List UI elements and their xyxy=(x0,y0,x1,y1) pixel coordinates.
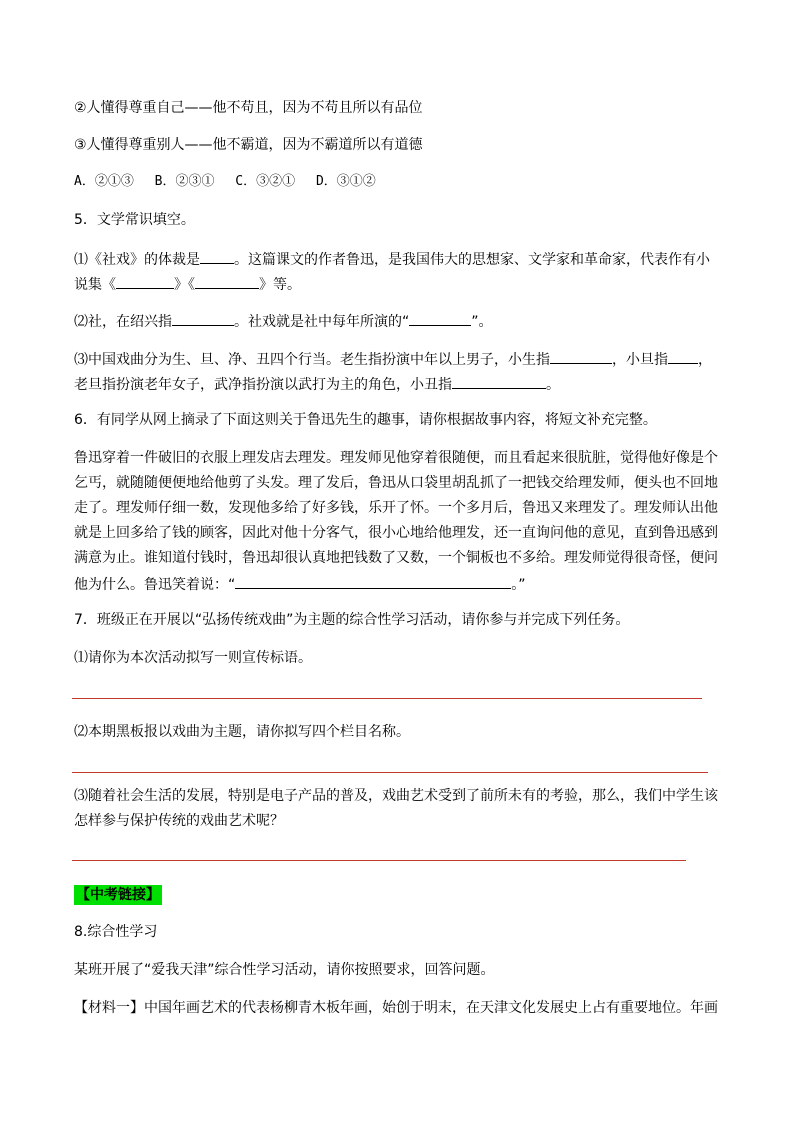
q6-last-text-b: 。” xyxy=(511,577,526,593)
blank-xiaodan[interactable] xyxy=(668,348,698,364)
q5-part2 xyxy=(74,310,734,332)
q6-story-line-2: 乞丐，就随随便便地给他剪了头发。理了发后，鲁迅从口袋里胡乱抓了一把钱交给理发师，便头也不回地 xyxy=(74,475,718,491)
blank-xiaochou[interactable] xyxy=(452,373,546,389)
q7-part3-line1: ⑶随着社会生活的发展，特别是电子产品的普及，戏曲艺术受到了前所未有的考验，那么，我们中学生该 xyxy=(74,788,718,804)
q7-part3-line2: 怎样参与保护传统的戏曲艺术呢？ xyxy=(74,813,284,829)
exam-link-row xyxy=(74,885,734,905)
q6-last-text-a: 他为什么。鲁迅笑着说：“ xyxy=(74,577,236,593)
q5-p3-text-d: 老旦指扮演老年女子，武净指扮演以武打为主的角色，小丑指 xyxy=(74,377,452,393)
blank-collection-1[interactable] xyxy=(116,273,174,289)
answer-line-slogan[interactable] xyxy=(72,698,702,699)
q4-item-3: ③人懂得尊重别人——他不霸道，因为不霸道所以有道德 xyxy=(74,137,423,153)
material-1-text: 中国年画艺术的代表杨柳青木板年画，始创于明末，在天津文化发展史上占有重要地位。年画 xyxy=(144,1000,718,1016)
answer-line-column-names[interactable] xyxy=(72,772,708,773)
answer-line-protect-opera[interactable] xyxy=(72,860,686,861)
blank-xiaosheng[interactable] xyxy=(550,348,612,364)
q5-p2-text-c: ”。 xyxy=(471,314,493,330)
q5-p2-text-b: 。社戏就是社中每年所演的“ xyxy=(234,314,410,330)
q4-options: A．②①③ B．②③① C．③②① D．③①② xyxy=(74,174,376,189)
q6-story-line-4: 就是上回多给了钱的顾客，因此对他十分客气，很小心地给他理发，还一直询问他的意见，直到鲁迅感到 xyxy=(74,525,718,541)
q5-p1-text-a: ⑴《社戏》的体裁是 xyxy=(74,252,200,268)
q6-story-line-3: 走了。理发师仔细一数，发现他多给了好多钱，乐开了怀。一个多月后，鲁迅又来理发了。理发师认出他 xyxy=(74,500,718,516)
blank-genre[interactable] xyxy=(200,248,234,264)
material-1 xyxy=(74,998,734,1018)
q5-part1-line2 xyxy=(74,273,734,295)
q6-story-line-6 xyxy=(74,573,734,595)
q5-p3-text-b: ，小旦指 xyxy=(612,352,668,368)
blank-collection-2[interactable] xyxy=(195,273,259,289)
q5-part3-line2 xyxy=(74,373,734,395)
q5-p1-text-e: 》等。 xyxy=(259,277,301,293)
q8-intro: 某班开展了“爱我天津”综合性学习活动，请你按照要求，回答问题。 xyxy=(74,962,495,978)
q5-p1-text-b: 。这篇课文的作者鲁迅，是我国伟大的思想家、文学家和革命家，代表作有小 xyxy=(234,252,710,268)
blank-she-drama[interactable] xyxy=(409,310,471,326)
q6-story-line-1: 鲁迅穿着一件破旧的衣服上理发店去理发。理发师见他穿着很随便，而且看起来很肮脏，觉得他好像是个 xyxy=(74,450,718,466)
q5-p3-text-a: ⑶中国戏曲分为生、旦、净、丑四个行当。老生指扮演中年以上男子，小生指 xyxy=(74,352,550,368)
q5-p3-text-e: 。 xyxy=(546,377,560,393)
blank-lu-xun-reply[interactable] xyxy=(235,573,511,589)
blank-she-meaning[interactable] xyxy=(172,310,234,326)
exam-link-tag: 【中考链接】 xyxy=(76,887,160,903)
q7-part1: ⑴请你为本次活动拟写一则宣传标语。 xyxy=(74,650,312,666)
q5-p2-text-a: ⑵社，在绍兴指 xyxy=(74,314,172,330)
q5-p1-text-c: 说集《 xyxy=(74,277,116,293)
q5-part1-line1 xyxy=(74,248,734,270)
q5-part3-line1 xyxy=(74,348,734,370)
q5-p3-text-c: ， xyxy=(698,352,712,368)
q7-title: 7．班级正在开展以“弘扬传统戏曲”为主题的综合性学习活动，请你参与并完成下列任务。 xyxy=(74,612,630,628)
material-1-label: 【材料一】 xyxy=(74,1000,144,1016)
q7-part2: ⑵本期黑板报以戏曲为主题，请你拟写四个栏目名称。 xyxy=(74,724,410,740)
q4-item-2: ②人懂得尊重自己——他不苟且，因为不苟且所以有品位 xyxy=(74,100,423,116)
q6-story-line-5: 满意为止。谁知道付钱时，鲁迅却很认真地把钱数了又数，一个铜板也不多给。理发师觉得很奇怪，便问 xyxy=(74,550,718,566)
q6-title: 6．有同学从网上摘录了下面这则关于鲁迅先生的趣事，请你根据故事内容，将短文补充完整。 xyxy=(74,412,657,428)
q5-p1-text-d: 》《 xyxy=(174,277,195,293)
q5-title: 5．文学常识填空。 xyxy=(74,212,195,228)
q8-title: 8.综合性学习 xyxy=(74,924,158,940)
